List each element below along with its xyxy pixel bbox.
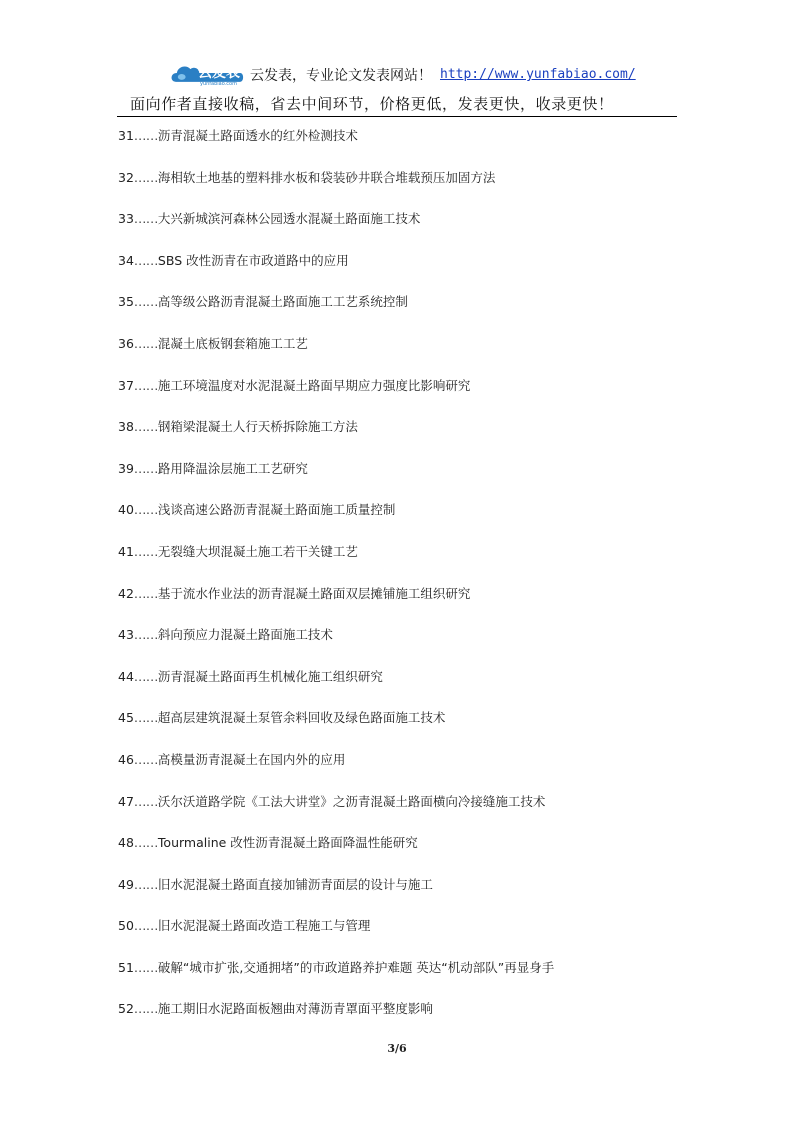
list-item	[118, 500, 554, 542]
item-number: 31	[118, 128, 134, 143]
item-title: 钢箱梁混凝土人行天桥拆除施工方法	[157, 419, 358, 435]
list-item	[118, 376, 554, 418]
list-item	[118, 209, 554, 251]
item-separator: ……	[133, 793, 158, 809]
list-item	[118, 334, 554, 376]
item-number: 36	[118, 335, 134, 351]
item-separator: ……	[133, 710, 158, 726]
list-item	[118, 875, 554, 917]
item-number: 40	[118, 502, 134, 518]
list-item	[118, 251, 554, 293]
item-separator: ……	[133, 918, 158, 934]
item-title: 施工环境温度对水泥混凝土路面早期应力强度比影响研究	[157, 377, 471, 393]
item-number: 33	[118, 211, 134, 227]
item-title: 沥青混凝土路面透水的红外检测技术	[157, 128, 358, 143]
header-divider	[117, 116, 677, 117]
item-title: 浅谈高速公路沥青混凝土路面施工质量控制	[157, 502, 396, 518]
list-item	[118, 999, 554, 1041]
item-number: 32	[118, 169, 134, 185]
item-separator: ……	[133, 377, 158, 393]
list-item	[118, 542, 554, 584]
page-number: 3/6	[387, 1042, 407, 1055]
list-item	[118, 584, 554, 626]
list-item	[118, 833, 554, 875]
item-separator: ……	[133, 252, 158, 268]
item-title: 基于流水作业法的沥青混凝土路面双层摊铺施工组织研究	[157, 585, 471, 601]
item-number: 38	[118, 419, 134, 435]
item-separator: ……	[133, 294, 158, 310]
item-separator: ……	[133, 627, 158, 643]
item-title: 旧水泥混凝土路面直接加铺沥青面层的设计与施工	[157, 876, 433, 892]
item-title: 沃尔沃道路学院《工法大讲堂》之沥青混凝土路面横向冷接缝施工技术	[157, 793, 546, 809]
list-item	[118, 916, 554, 958]
list-item	[118, 958, 554, 1000]
item-separator: ……	[133, 835, 158, 851]
article-title-list	[118, 126, 554, 1041]
item-separator: ……	[133, 876, 158, 892]
item-separator: ……	[133, 211, 158, 227]
item-number: 35	[118, 294, 134, 310]
list-item	[118, 667, 554, 709]
item-number: 50	[118, 918, 134, 934]
list-item	[118, 625, 554, 667]
item-separator: ……	[133, 1001, 158, 1017]
item-separator: ……	[133, 419, 158, 435]
item-title: 混凝土底板钢套箱施工工艺	[157, 335, 308, 351]
item-number: 47	[118, 793, 134, 809]
item-title: 高模量沥青混凝土在国内外的应用	[157, 751, 346, 767]
item-title: Tourmaline 改性沥青混凝土路面降温性能研究	[157, 835, 418, 851]
item-separator: ……	[133, 460, 158, 476]
list-item	[118, 708, 554, 750]
item-title: SBS 改性沥青在市政道路中的应用	[157, 252, 349, 268]
item-title: 沥青混凝土路面再生机械化施工组织研究	[157, 668, 383, 684]
item-separator: ……	[133, 543, 158, 559]
item-number: 52	[118, 1001, 134, 1017]
item-number: 51	[118, 959, 134, 975]
item-number: 34	[118, 252, 134, 268]
item-title: 斜向预应力混凝土路面施工技术	[157, 627, 333, 643]
list-item	[118, 168, 554, 210]
item-title: 旧水泥混凝土路面改造工程施工与管理	[157, 918, 371, 934]
item-title: 施工期旧水泥路面板翘曲对薄沥青罩面平整度影响	[157, 1001, 433, 1017]
item-number: 42	[118, 585, 134, 601]
item-title: 破解“城市扩张,交通拥堵”的市政道路养护难题 英达“机动部队”再显身手	[157, 959, 555, 975]
item-separator: ……	[133, 169, 158, 185]
logo-text: 云发表	[198, 65, 240, 81]
site-slogan: 面向作者直接收稿，省去中间环节，价格更低，发表更快，收录更快！	[130, 95, 614, 113]
list-item	[118, 459, 554, 501]
list-item	[118, 792, 554, 834]
item-separator: ……	[133, 959, 158, 975]
item-separator: ……	[133, 668, 158, 684]
item-number: 41	[118, 543, 134, 559]
item-number: 49	[118, 876, 134, 892]
item-separator: ……	[133, 335, 158, 351]
item-number: 44	[118, 668, 134, 684]
site-tagline: 云发表，专业论文发表网站！	[250, 68, 432, 84]
item-title: 大兴新城滨河森林公园透水混凝土路面施工技术	[157, 211, 421, 227]
item-number: 46	[118, 751, 134, 767]
item-title: 无裂缝大坝混凝土施工若干关键工艺	[157, 543, 358, 559]
item-separator: ……	[133, 585, 158, 601]
item-title: 高等级公路沥青混凝土路面施工工艺系统控制	[157, 294, 408, 310]
item-separator: ……	[133, 128, 158, 143]
yunfabiao-logo[interactable]	[170, 60, 248, 90]
page-header	[0, 0, 794, 116]
site-url-link[interactable]: http://www.yunfabiao.com/	[440, 67, 636, 82]
list-item	[118, 750, 554, 792]
item-number: 37	[118, 377, 134, 393]
item-number: 45	[118, 710, 134, 726]
list-item	[118, 292, 554, 334]
item-title: 超高层建筑混凝土泵管余料回收及绿色路面施工技术	[157, 710, 446, 726]
item-number: 43	[118, 627, 134, 643]
item-number: 39	[118, 460, 134, 476]
item-number: 48	[118, 835, 134, 851]
logo-subtext: yunfabiao.com	[200, 81, 237, 87]
list-item	[118, 417, 554, 459]
item-separator: ……	[133, 502, 158, 518]
item-separator: ……	[133, 751, 158, 767]
item-title: 路用降温涂层施工工艺研究	[157, 460, 308, 476]
item-title: 海相软土地基的塑料排水板和袋装砂井联合堆载预压加固方法	[157, 169, 496, 185]
list-item	[118, 126, 554, 168]
